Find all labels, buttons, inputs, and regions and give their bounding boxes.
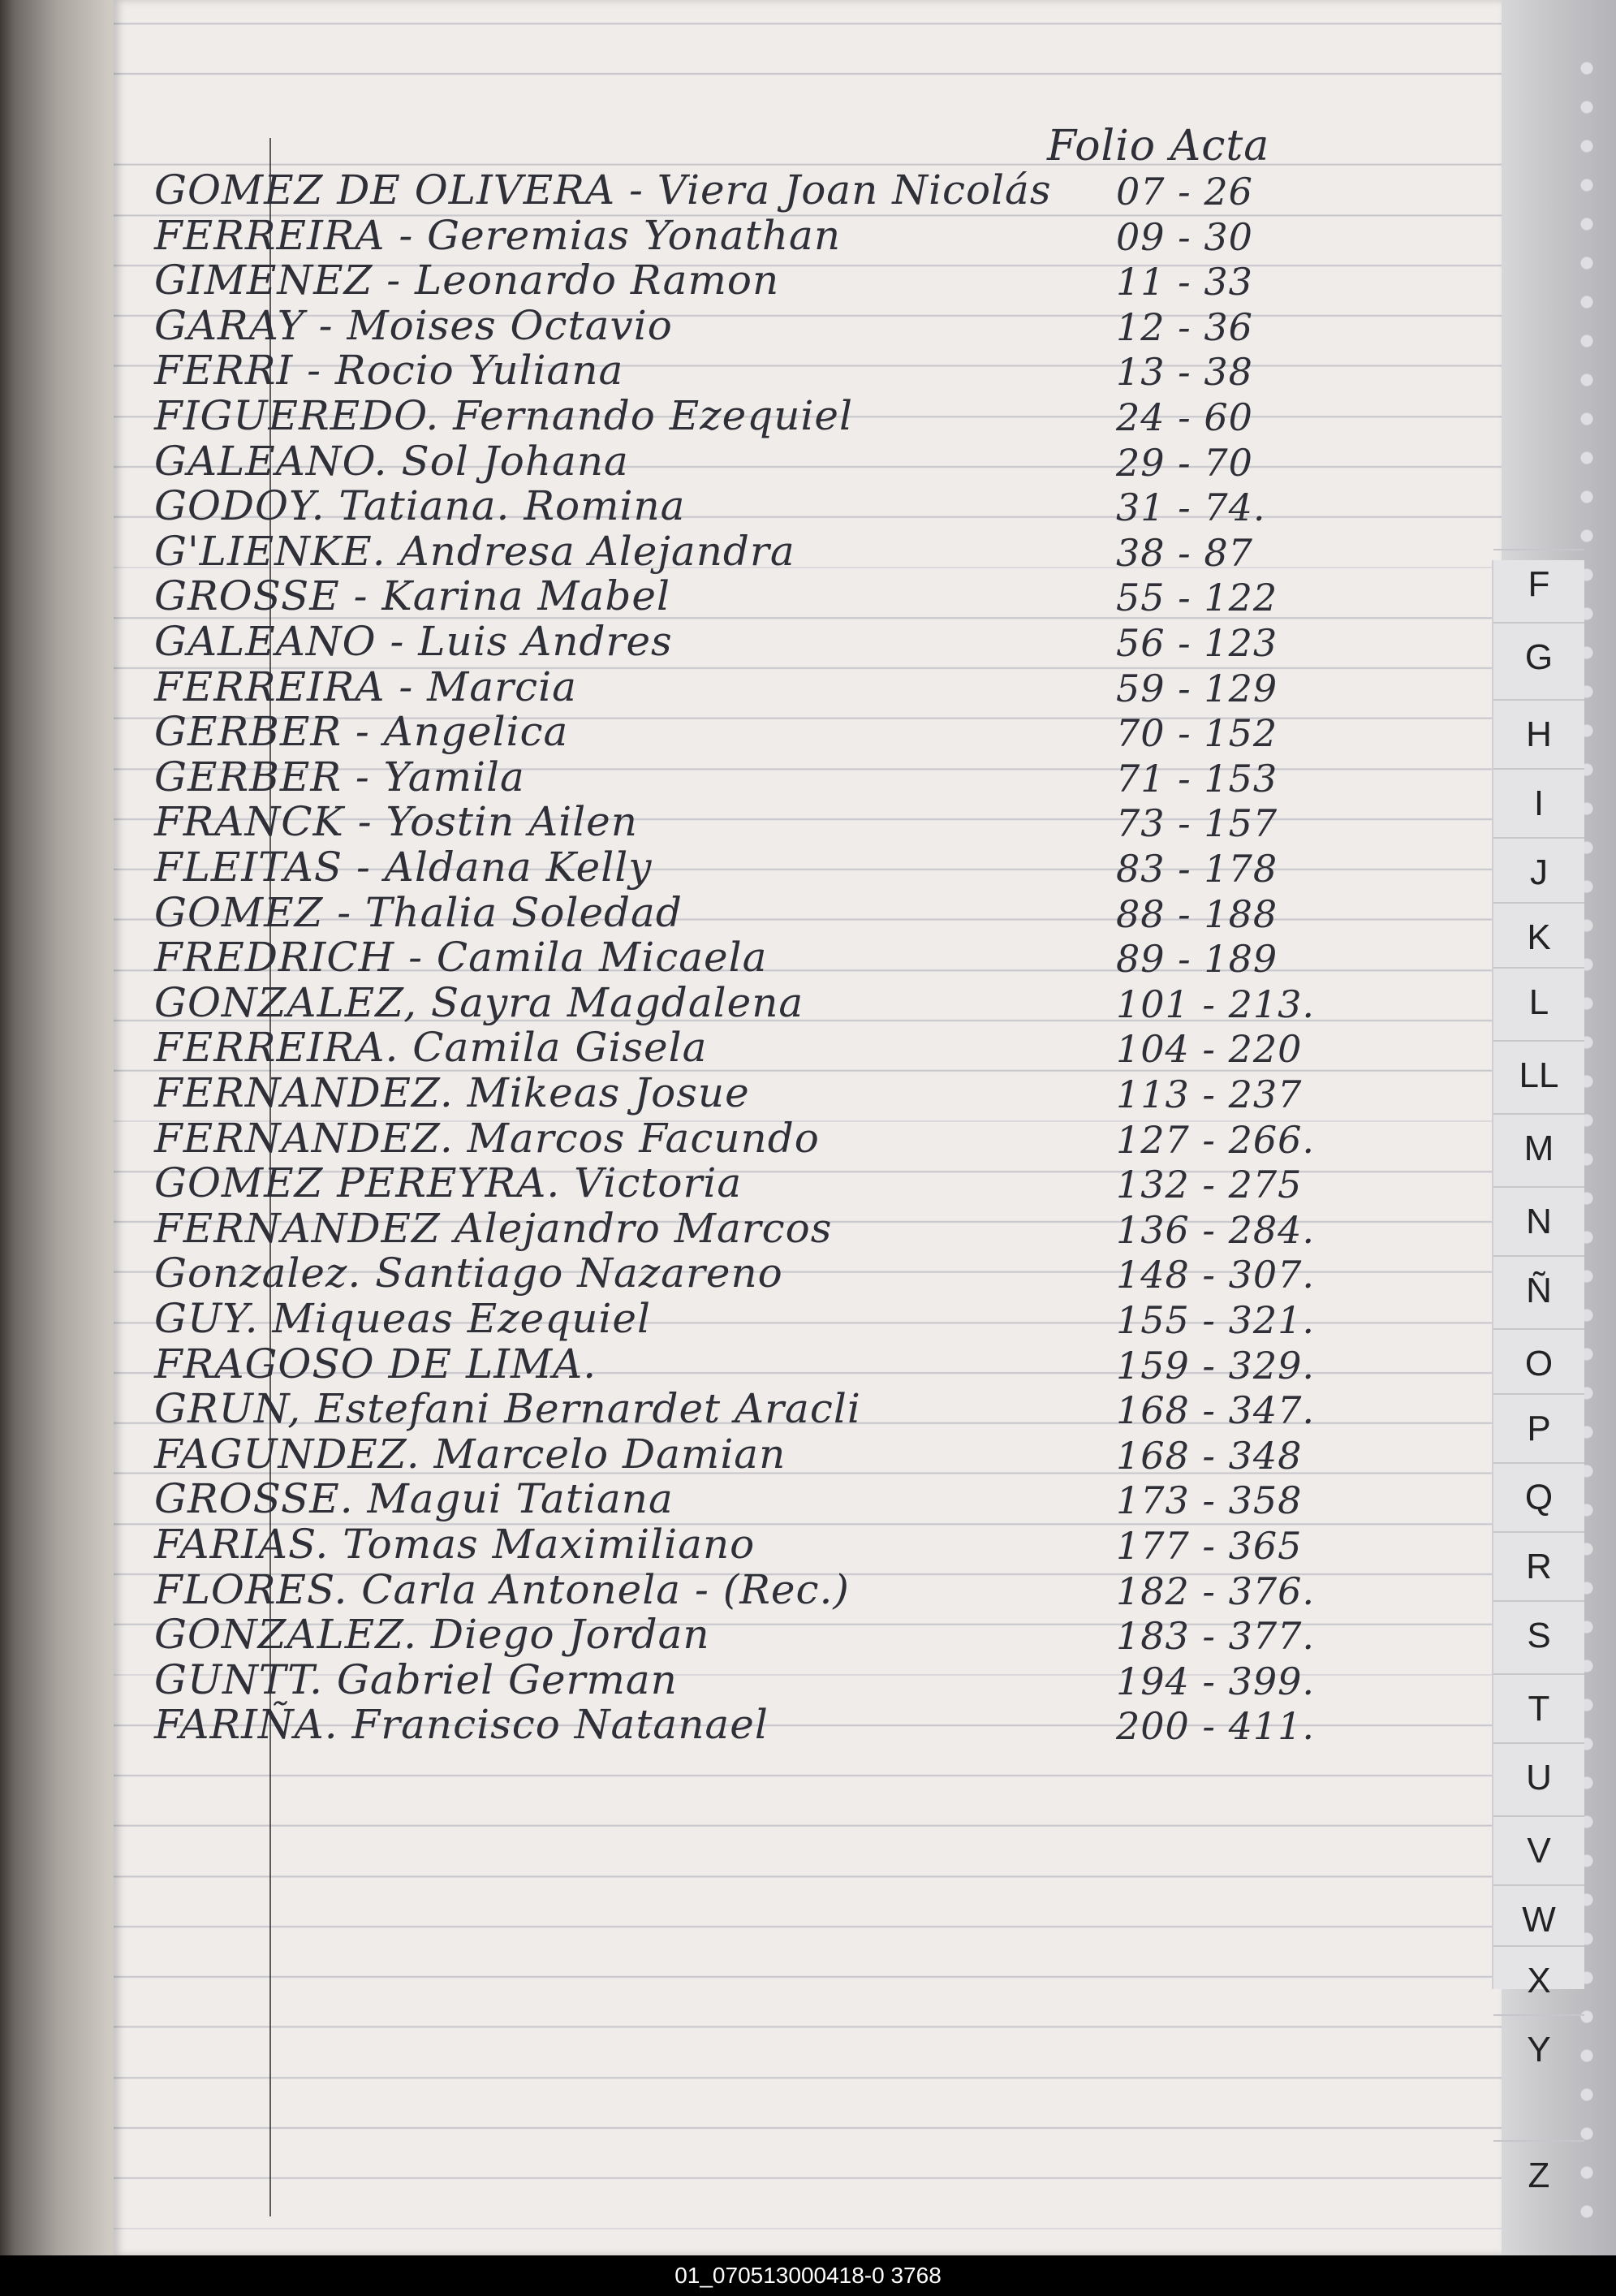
ledger-entry-name: GONZALEZ. Diego Jordan xyxy=(154,1611,710,1658)
ledger-entry-folio-acta: 71 - 153 xyxy=(1116,757,1278,801)
ledger-entry-name: FRANCK - Yostin Ailen xyxy=(154,798,638,845)
ledger-entry-folio-acta: 101 - 213. xyxy=(1116,982,1316,1026)
ledger-entry-folio-acta: 88 - 188 xyxy=(1116,892,1278,936)
ledger-entry-name: FERRI - Rocio Yuliana xyxy=(154,347,624,394)
ledger-entry-name: FARIAS. Tomas Maximiliano xyxy=(154,1521,756,1568)
tab-divider xyxy=(1493,699,1584,701)
tab-divider xyxy=(1493,1113,1584,1115)
tab-divider xyxy=(1493,1884,1584,1886)
ledger-entry-name: GONZALEZ, Sayra Magdalena xyxy=(154,979,804,1026)
ledger-entry-name: FERREIRA. Camila Gisela xyxy=(154,1024,708,1071)
tab-divider xyxy=(1493,1040,1584,1042)
ledger-entry-name: GERBER - Angelica xyxy=(154,708,569,755)
image-caption: 01_070513000418-0 3768 xyxy=(674,2263,942,2288)
ledger-entry-name: Gonzalez. Santiago Nazareno xyxy=(154,1249,783,1297)
ledger-entry-name: FERNANDEZ Alejandro Marcos xyxy=(154,1205,833,1252)
ledger-entry-folio-acta: 70 - 152 xyxy=(1116,711,1278,755)
ledger-entry-folio-acta: 89 - 189 xyxy=(1116,937,1278,981)
tab-divider xyxy=(1493,1742,1584,1744)
tab-divider xyxy=(1493,1600,1584,1602)
index-tab-l[interactable]: L xyxy=(1528,982,1549,1022)
tab-divider xyxy=(1493,2140,1584,2142)
ledger-entry-name: FERNANDEZ. Mikeas Josue xyxy=(154,1069,750,1116)
ledger-entry-folio-acta: 168 - 348 xyxy=(1116,1434,1303,1478)
ledger-entry-name: GODOY. Tatiana. Romina xyxy=(154,482,686,529)
index-tab-u[interactable]: U xyxy=(1526,1758,1552,1798)
ledger-entry-folio-acta: 104 - 220 xyxy=(1116,1027,1303,1071)
tab-divider xyxy=(1493,768,1584,770)
tab-divider xyxy=(1493,1945,1584,1947)
ledger-entry-name: GOMEZ - Thalia Soledad xyxy=(154,889,683,936)
ledger-entry-folio-acta: 194 - 399. xyxy=(1116,1659,1316,1703)
tab-divider xyxy=(1493,1531,1584,1533)
ledger-entry-name: FERNANDEZ. Marcos Facundo xyxy=(154,1115,820,1162)
index-tab-w[interactable]: W xyxy=(1522,1900,1556,1940)
tab-divider xyxy=(1493,837,1584,839)
tab-divider xyxy=(1493,622,1584,624)
ledger-entry-folio-acta: 148 - 307. xyxy=(1116,1253,1316,1297)
ledger-entry-folio-acta: 31 - 74. xyxy=(1116,486,1266,529)
tab-divider xyxy=(1493,2014,1584,2016)
ledger-entry-name: GARAY - Moises Octavio xyxy=(154,302,673,349)
ledger-entry-folio-acta: 55 - 122 xyxy=(1116,576,1278,619)
ledger-entry-name: FIGUEREDO. Fernando Ezequiel xyxy=(154,392,853,439)
ledger-entry-folio-acta: 183 - 377. xyxy=(1116,1614,1316,1658)
ledger-entry-folio-acta: 168 - 347. xyxy=(1116,1388,1316,1432)
ledger-entry-folio-acta: 56 - 123 xyxy=(1116,621,1278,665)
ledger-entry-folio-acta: 07 - 26 xyxy=(1116,170,1253,214)
ledger-entry-folio-acta: 59 - 129 xyxy=(1116,667,1278,710)
ledger-entry-name: GROSSE. Magui Tatiana xyxy=(154,1475,674,1522)
index-tab-s[interactable]: S xyxy=(1527,1616,1551,1655)
ledger-entry-folio-acta: 73 - 157 xyxy=(1116,801,1278,845)
tab-divider xyxy=(1493,967,1584,969)
ledger-entry-folio-acta: 24 - 60 xyxy=(1116,395,1253,439)
index-tab-ñ[interactable]: Ñ xyxy=(1526,1271,1552,1310)
ledger-entry-folio-acta: 09 - 30 xyxy=(1116,215,1253,259)
ledger-entry-folio-acta: 12 - 36 xyxy=(1116,305,1253,349)
ledger-entry-name: GRUN, Estefani Bernardet Aracli xyxy=(154,1385,861,1432)
ledger-entry-name: G'LIENKE. Andresa Alejandra xyxy=(154,528,795,575)
tab-divider xyxy=(1493,549,1584,550)
ledger-entry-folio-acta: 132 - 275 xyxy=(1116,1163,1303,1206)
ledger-entry-name: FARIÑA. Francisco Natanael xyxy=(154,1701,769,1748)
ledger-entry-name: GUNTT. Gabriel German xyxy=(154,1656,678,1703)
tab-divider xyxy=(1493,1462,1584,1464)
index-tab-i[interactable]: I xyxy=(1533,783,1545,823)
tab-divider xyxy=(1493,1186,1584,1188)
index-tab-r[interactable]: R xyxy=(1526,1547,1552,1586)
ledger-entry-folio-acta: 136 - 284. xyxy=(1116,1208,1316,1252)
ledger-entry-name: GROSSE - Karina Mabel xyxy=(154,572,670,619)
ledger-entry-name: FLEITAS - Aldana Kelly xyxy=(154,844,653,891)
index-tab-t[interactable]: T xyxy=(1528,1689,1550,1728)
ledger-entry-name: FERREIRA - Geremias Yonathan xyxy=(154,212,842,259)
column-header: Folio Acta xyxy=(1047,122,1270,170)
ledger-entry-name: FRAGOSO DE LIMA. xyxy=(154,1340,597,1388)
ledger-entry-folio-acta: 113 - 237 xyxy=(1116,1072,1303,1116)
ledger-entry-folio-acta: 127 - 266. xyxy=(1116,1118,1316,1162)
index-tab-f[interactable]: F xyxy=(1528,564,1550,604)
ledger-entry-name: GERBER - Yamila xyxy=(154,753,525,801)
index-tab-p[interactable]: P xyxy=(1527,1409,1551,1448)
ledger-entry-name: GIMENEZ - Leonardo Ramon xyxy=(154,257,780,304)
ledger-entry-folio-acta: 11 - 33 xyxy=(1116,260,1253,304)
ledger-entry-folio-acta: 159 - 329. xyxy=(1116,1344,1316,1388)
ledger-entry-folio-acta: 177 - 365 xyxy=(1116,1524,1303,1568)
index-tab-q[interactable]: Q xyxy=(1524,1478,1554,1517)
index-tab-o[interactable]: O xyxy=(1524,1344,1554,1383)
index-tab-h[interactable]: H xyxy=(1526,714,1552,754)
ledger-entry-folio-acta: 155 - 321. xyxy=(1116,1298,1316,1342)
index-tab-v[interactable]: V xyxy=(1527,1831,1551,1871)
tab-divider xyxy=(1493,902,1584,904)
index-tab-y[interactable]: Y xyxy=(1527,2030,1551,2069)
index-tab-n[interactable]: N xyxy=(1526,1202,1552,1241)
index-tab-g[interactable]: G xyxy=(1524,637,1554,677)
ledger-entry-folio-acta: 29 - 70 xyxy=(1116,441,1253,485)
index-tab-x[interactable]: X xyxy=(1527,1961,1551,2000)
ledger-entry-name: GUY. Miqueas Ezequiel xyxy=(154,1295,651,1342)
index-tab-z[interactable]: Z xyxy=(1528,2156,1550,2195)
tab-divider xyxy=(1493,1255,1584,1257)
ledger-entry-folio-acta: 38 - 87 xyxy=(1116,531,1253,575)
index-tab-ll[interactable]: LL xyxy=(1519,1055,1559,1095)
ledger-entry-name: FAGUNDEZ. Marcelo Damian xyxy=(154,1431,786,1478)
tab-divider xyxy=(1493,1328,1584,1330)
index-tab-m[interactable]: M xyxy=(1523,1129,1554,1168)
ledger-entry-folio-acta: 13 - 38 xyxy=(1116,350,1253,394)
ledger-entry-folio-acta: 83 - 178 xyxy=(1116,847,1278,891)
ledger-entry-name: GALEANO - Luis Andres xyxy=(154,618,673,665)
index-tab-j[interactable]: J xyxy=(1530,852,1548,892)
tab-divider xyxy=(1493,1673,1584,1675)
tab-divider xyxy=(1493,1815,1584,1817)
ledger-entry-folio-acta: 200 - 411. xyxy=(1116,1704,1316,1748)
ledger-entry-name: FERREIRA - Marcia xyxy=(154,663,577,710)
ledger-entry-name: GALEANO. Sol Johana xyxy=(154,438,629,485)
ledger-entry-name: GOMEZ DE OLIVERA - Viera Joan Nicolás xyxy=(154,166,1052,214)
ledger-entry-name: FREDRICH - Camila Micaela xyxy=(154,934,768,981)
ledger-entry-folio-acta: 173 - 358 xyxy=(1116,1478,1303,1522)
left-page-edge xyxy=(0,0,114,2255)
tab-divider xyxy=(1493,1393,1584,1395)
index-tab-k[interactable]: K xyxy=(1527,917,1551,957)
ledger-entry-name: GOMEZ PEREYRA. Victoria xyxy=(154,1159,743,1206)
ledger-entry-name: FLORES. Carla Antonela - (Rec.) xyxy=(154,1566,850,1613)
ledger-entry-folio-acta: 182 - 376. xyxy=(1116,1569,1316,1613)
